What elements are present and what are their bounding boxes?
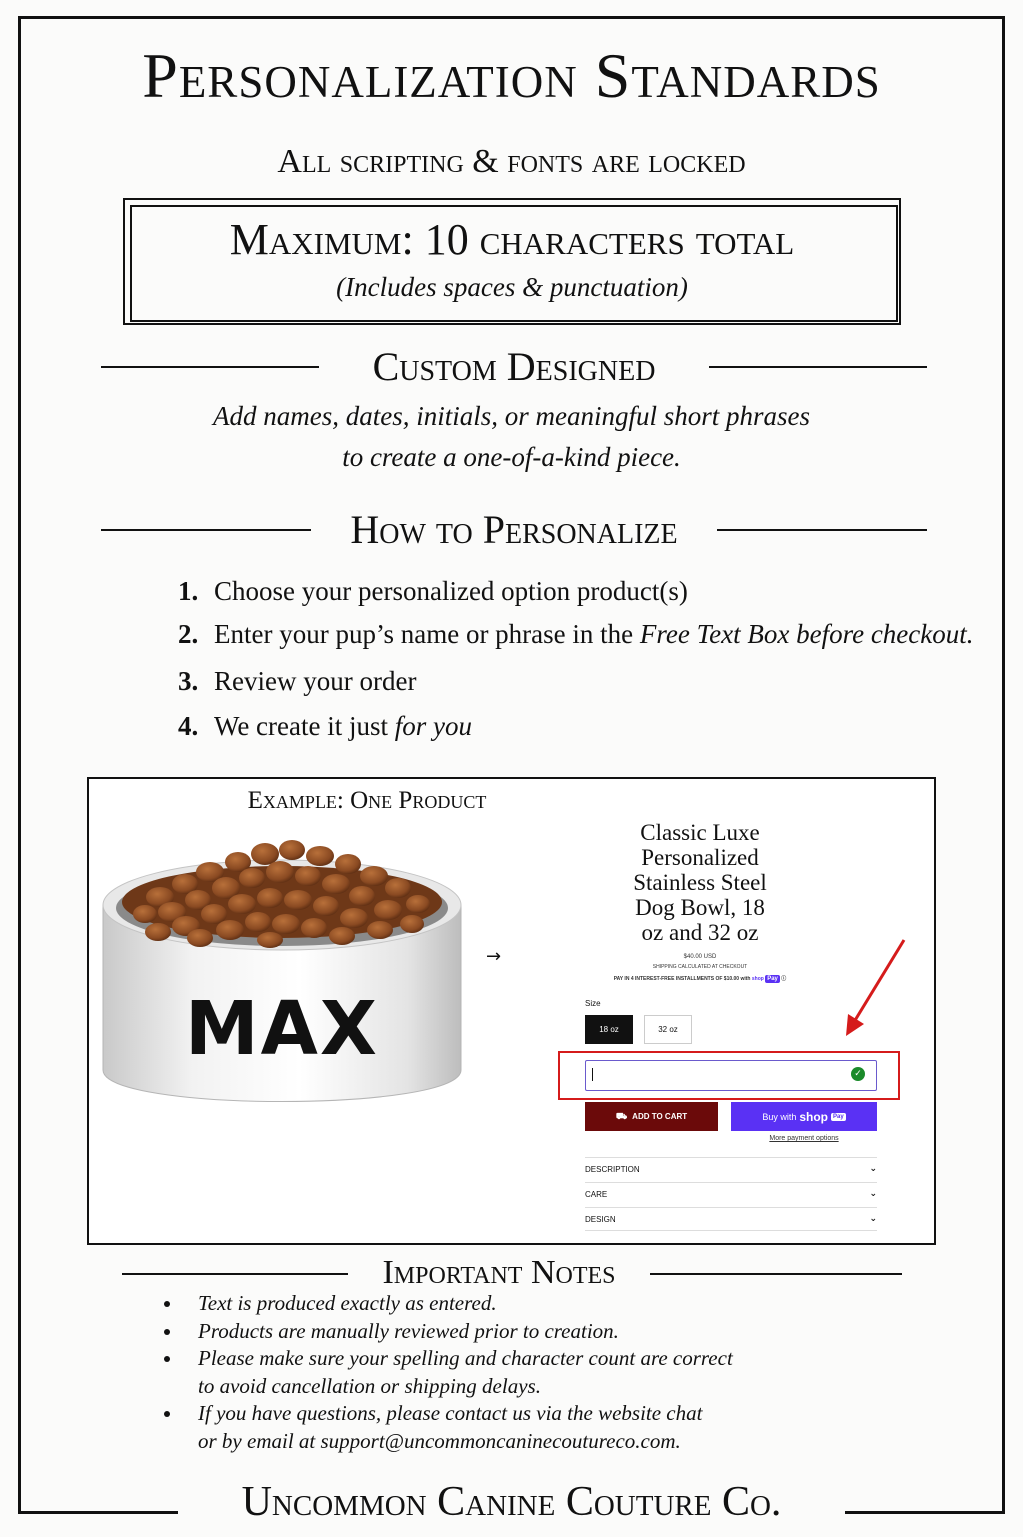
text-cursor [592, 1068, 593, 1081]
size-option-18oz[interactable]: 18 oz [585, 1015, 633, 1044]
list-item: Text is produced exactly as entered. [160, 1290, 733, 1318]
frame-border-bottom-right [845, 1511, 1005, 1514]
step-number: 3. [178, 666, 199, 696]
step-item [178, 664, 416, 698]
how-to-heading: How to Personalize [350, 507, 678, 552]
page-subtitle: All scripting & fonts are locked [277, 143, 746, 180]
product-title [600, 820, 800, 945]
divider-rule [650, 1273, 902, 1275]
accordion-care[interactable]: CARE ⌄ [585, 1182, 877, 1205]
chevron-down-icon: ⌄ [869, 1189, 877, 1199]
step-number: 1. [178, 576, 199, 606]
custom-designed-line: to create a one-of-a-kind piece. [342, 442, 681, 472]
chevron-down-icon: ⌄ [869, 1164, 877, 1174]
step-text-emphasis: for you [394, 711, 472, 741]
custom-designed-line: Add names, dates, initials, or meaningful short phrases [212, 401, 810, 431]
example-label: Example: One Product [247, 787, 487, 814]
check-icon: ✓ [851, 1067, 865, 1081]
step-text: Choose your personalized option product(s) [214, 576, 688, 606]
notes-list [160, 1290, 733, 1455]
personalization-text-input[interactable] [585, 1060, 877, 1091]
red-arrow-pointer-icon [840, 936, 910, 1040]
step-number: 2. [178, 619, 199, 649]
custom-designed-heading: Custom Designed [372, 344, 656, 389]
bullet-icon [164, 1329, 170, 1335]
bullet-icon [164, 1356, 170, 1362]
frame-border-bottom-left [18, 1511, 178, 1514]
chevron-down-icon: ⌄ [869, 1214, 877, 1224]
product-price: $40.00 USD [683, 954, 717, 960]
more-payment-options-link[interactable]: More payment options [769, 1135, 839, 1142]
divider-rule [122, 1273, 348, 1275]
important-notes-heading: Important Notes [382, 1254, 616, 1291]
dog-bowl-illustration [100, 822, 465, 1122]
divider-rule [101, 366, 319, 368]
list-item: If you have questions, please contact us via the website chat or by email at support@uncommoncaninecoutureco.com. [160, 1400, 733, 1455]
accordion-description[interactable]: DESCRIPTION ⌄ [585, 1157, 877, 1180]
step-text: Enter your pup’s name or phrase in the [214, 619, 640, 649]
step-item [178, 617, 974, 651]
installments-note: PAY IN 4 INTEREST-FREE INSTALLMENTS OF $10.00 with shop Pay ⓘ [613, 976, 787, 982]
bullet-icon [164, 1301, 170, 1307]
size-option-32oz[interactable]: 32 oz [644, 1015, 692, 1044]
brand-footer: Uncommon Canine Couture Co. [241, 1479, 782, 1525]
product-title-line: Classic Luxe [640, 820, 760, 845]
step-text-emphasis: Free Text Box before checkout. [639, 619, 974, 649]
step-text: We create it just [214, 711, 395, 741]
add-to-cart-button[interactable]: ⛟ ADD TO CART [585, 1102, 718, 1131]
arrow-right-icon: → [486, 946, 502, 967]
product-title-line: oz and 32 oz [641, 920, 759, 945]
shipping-note: SHIPPING CALCULATED AT CHECKOUT [652, 964, 748, 970]
bullet-icon [164, 1411, 170, 1417]
divider-rule [101, 529, 311, 531]
accordion-design[interactable]: DESIGN ⌄ [585, 1207, 877, 1231]
step-item [178, 574, 688, 608]
page-title: Personalization Standards [142, 40, 881, 111]
cart-icon: ⛟ [615, 1110, 628, 1121]
info-icon[interactable]: ⓘ [781, 976, 787, 982]
buy-with-shop-button[interactable]: Buy with shop Pay [731, 1102, 877, 1131]
size-label: Size [585, 999, 601, 1008]
step-number: 4. [178, 711, 199, 741]
divider-rule [709, 366, 927, 368]
divider-rule [717, 529, 927, 531]
product-title-line: Personalized [641, 845, 759, 870]
frame-border-right [1002, 16, 1005, 1514]
frame-border-top [18, 16, 1005, 19]
step-text: Review your order [214, 666, 417, 696]
bowl-name-text: MAX [185, 986, 379, 1072]
list-item: Products are manually reviewed prior to creation. [160, 1318, 733, 1346]
product-title-line: Stainless Steel [633, 870, 767, 895]
product-title-line: Dog Bowl, 18 [635, 895, 765, 920]
limit-note: (Includes spaces & punctuation) [336, 272, 688, 302]
step-item [178, 709, 472, 743]
frame-border-left [18, 16, 21, 1514]
list-item: Please make sure your spelling and character count are correct to avoid cancellation or shipping delays. [160, 1345, 733, 1400]
limit-heading: Maximum: 10 characters total [229, 215, 795, 264]
